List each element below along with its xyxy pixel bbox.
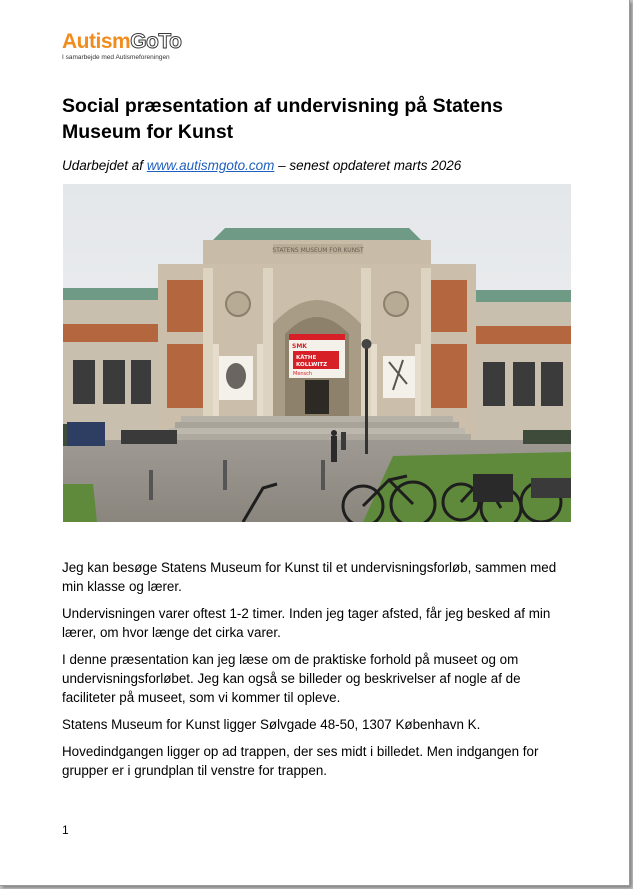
page-number: 1 — [62, 823, 69, 837]
autismgoto-logo — [62, 30, 182, 66]
byline — [62, 157, 582, 175]
paragraph-address: Statens Museum for Kunst ligger Sølvgade 48-50, 1307 København K. — [62, 717, 481, 732]
logo-word-autism: Autism — [62, 30, 131, 53]
logo-wordmark — [62, 30, 181, 54]
banner-brand: SMK — [292, 343, 307, 350]
logo-tagline: I samarbejde med Autismeforeningen — [62, 54, 170, 61]
body-text — [62, 558, 572, 788]
document-title: Social præsentation af undervisning på Statens Museum for Kunst — [62, 95, 504, 143]
banner-line-mensch: Mensch — [293, 371, 313, 377]
facade-inscription: STATENS MUSEUM FOR KUNST — [272, 247, 364, 254]
banner-line-kathe: KÄTHE — [296, 355, 317, 361]
website-link[interactable]: www.autismgoto.com — [146, 158, 275, 173]
paragraph-visit: Jeg kan besøge Statens Museum for Kunst til et undervisningsforløb, sammen med min klasse og lærer. — [62, 560, 557, 594]
museum-photo — [63, 184, 571, 522]
paragraph-entrance: Hovedindgangen ligger op ad trappen, der ses midt i billedet. Men indgangen for grupper er i grundplan til venstre for trappen. — [62, 744, 539, 778]
logo-word-goto: GoTo — [130, 30, 182, 53]
paragraph-duration: Undervisningen varer oftest 1-2 timer. Inden jeg tager afsted, får jeg besked af min lærer, om hvor længe det cirka varer. — [62, 606, 551, 640]
banner-line-kollwitz: KOLLWITZ — [296, 362, 328, 368]
byline-suffix: – senest opdateret marts 2026 — [274, 158, 462, 173]
paragraph-presentation: I denne præsentation kan jeg læse om de praktiske forhold på museet og om undervisningsforløbet. Jeg kan også se billeder og beskrivelser af nogle af de faciliteter på museet, som vi kommer til opleve. — [62, 652, 521, 705]
byline-prefix: Udarbejdet af — [62, 158, 147, 173]
